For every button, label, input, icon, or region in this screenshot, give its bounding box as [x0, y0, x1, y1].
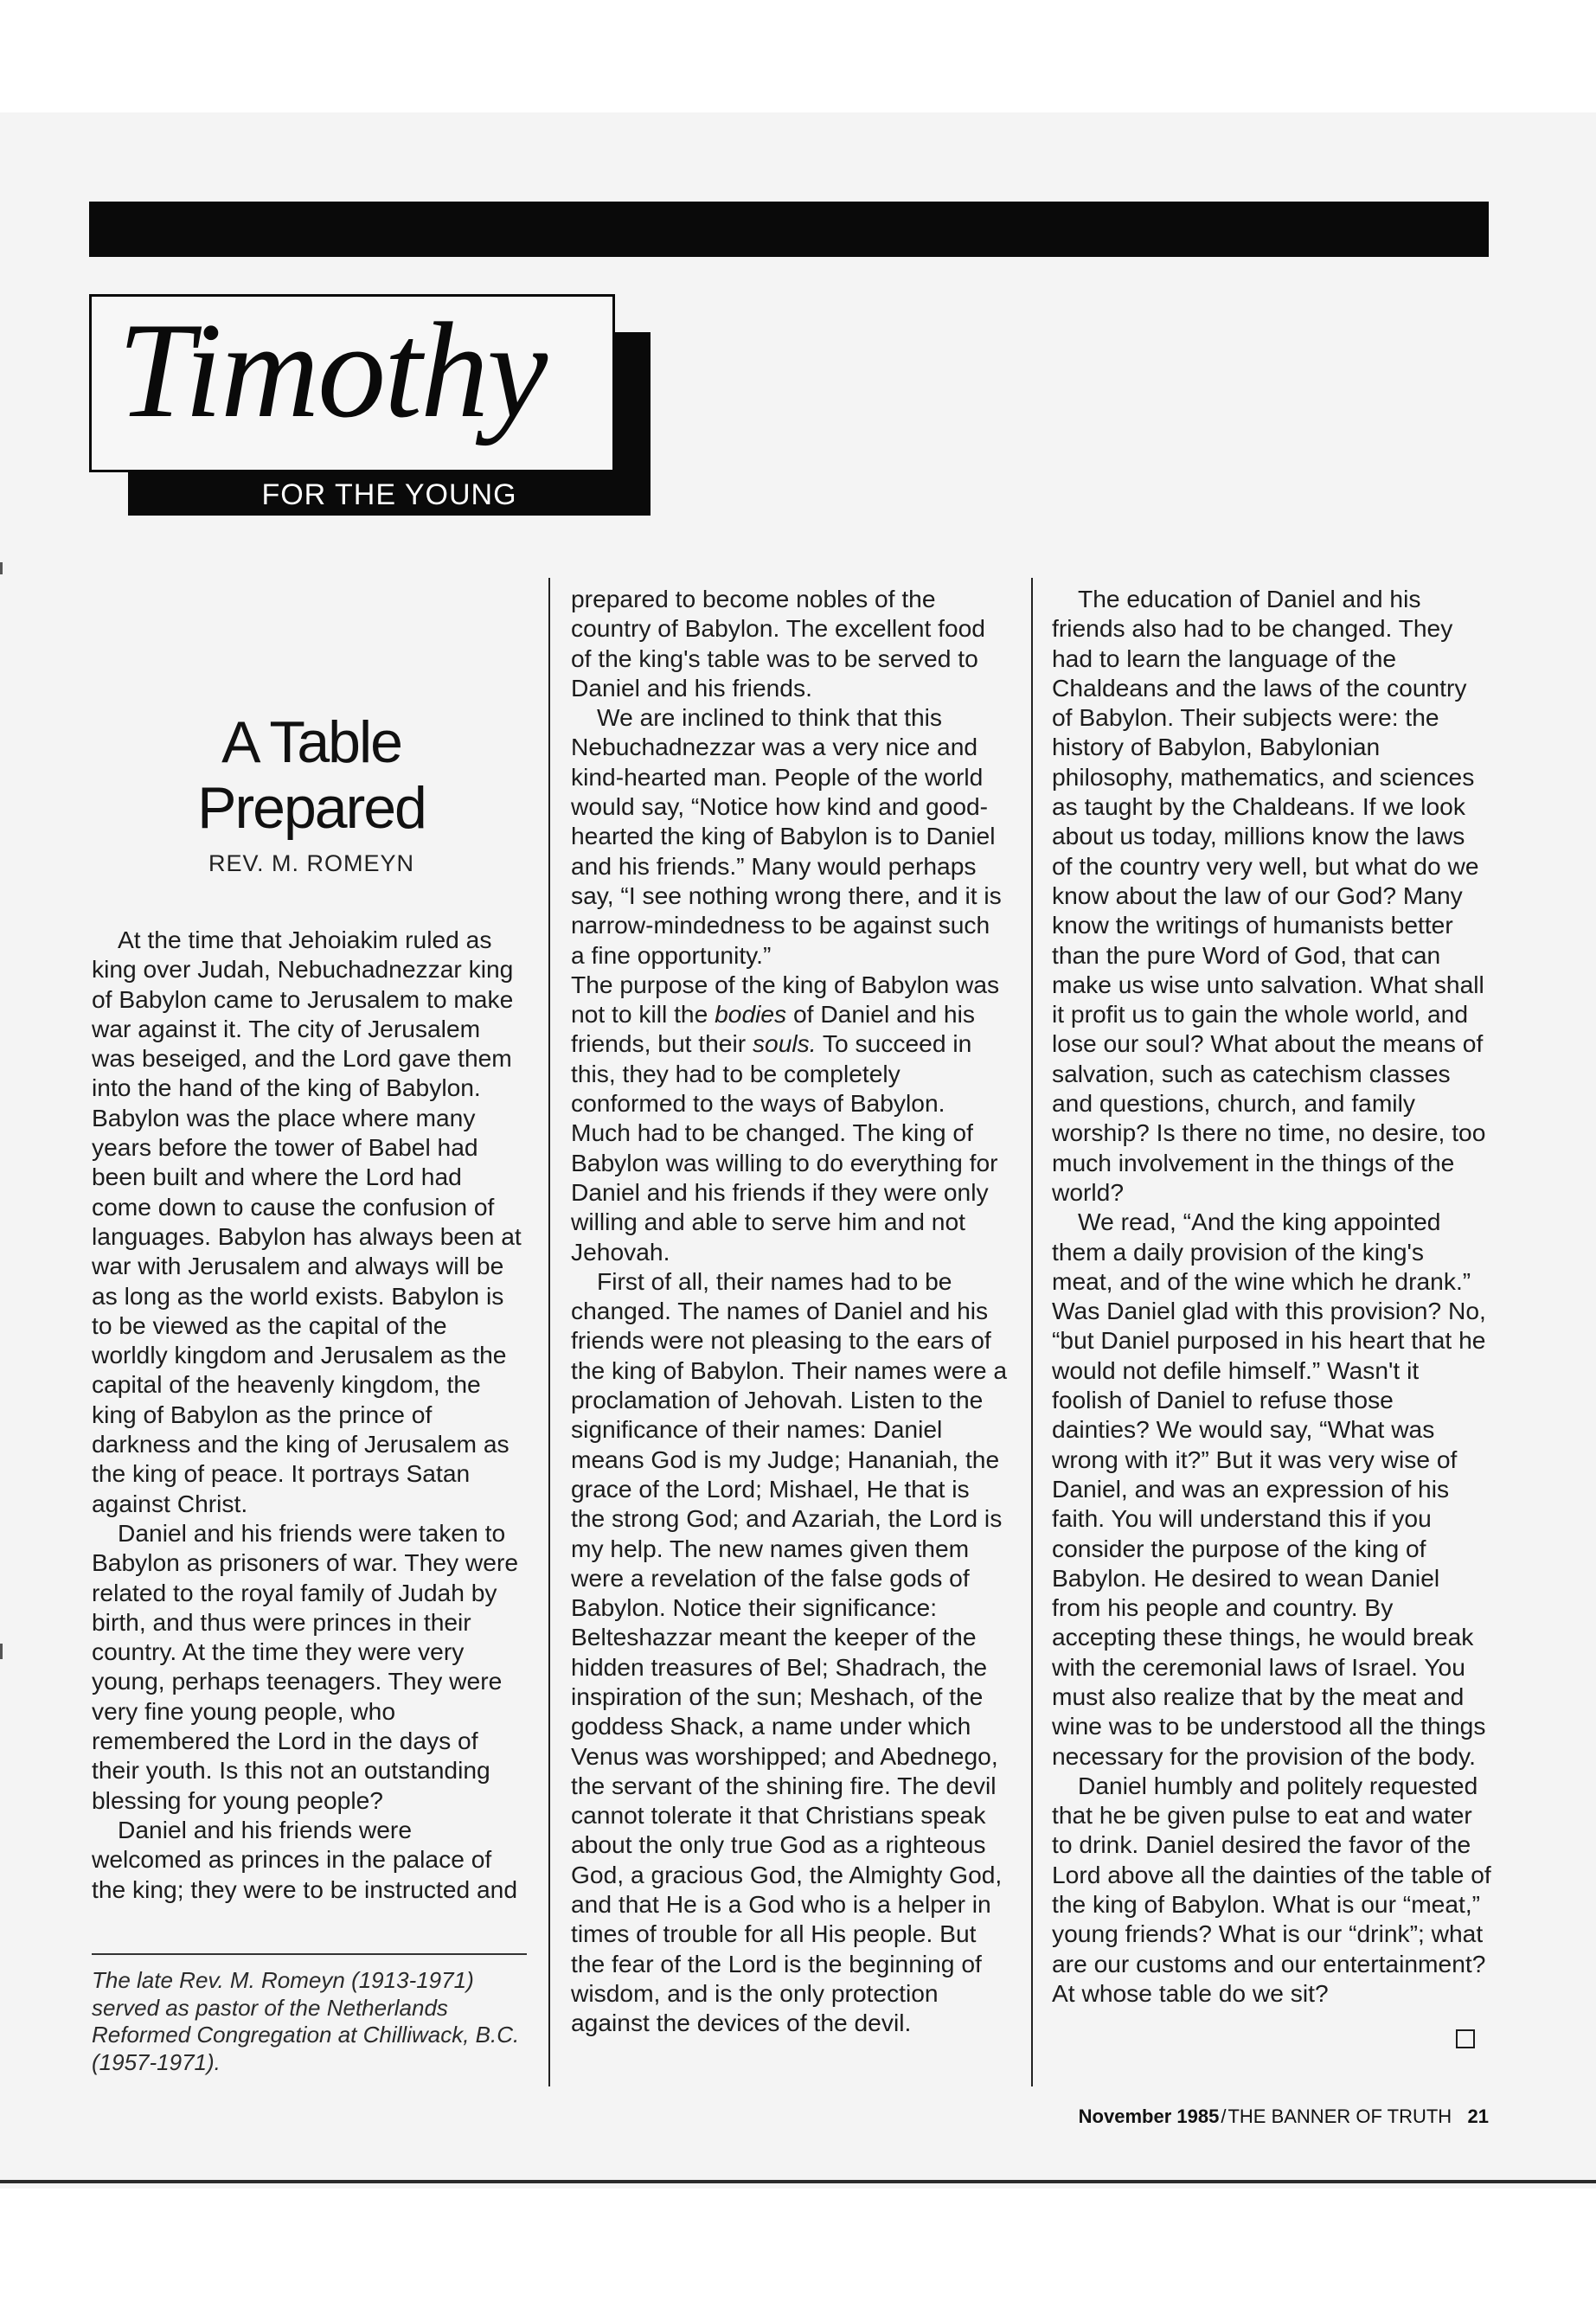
top-black-rule: [89, 202, 1489, 257]
article-title-line-1: A Table: [221, 709, 401, 775]
scan-edge-line: [0, 2180, 1596, 2183]
paragraph: Daniel humbly and politely requested that he be given pulse to eat and water to drink. Daniel desired the favor of the Lord above all the dainties of the table of the king of Babylon. What is our “meat,” young friends? What is our “drink”; what are our customs and our entertainment? At whose table do we sit?: [1052, 1771, 1491, 2007]
article-title: [130, 709, 493, 841]
paragraph: Daniel and his friends were taken to Babylon as prisoners of war. They were related to the royal family of Judah by birth, and thus were princes in their country. At the time they were very young, perhaps teenagers. They were very fine young people, who remembered the Lord in the days of their youth. Is this not an outstanding blessing for young people?: [92, 1518, 519, 1814]
footer-date: November 1985: [1078, 2106, 1220, 2127]
column-rule: [1031, 578, 1033, 2086]
article-title-line-2: Prepared: [197, 775, 426, 841]
paragraph: [571, 970, 1008, 1266]
text-column-1: [92, 925, 527, 1904]
paragraph: Daniel and his friends were welcomed as princes in the palace of the king; they were to be instructed and: [92, 1815, 518, 1903]
text-run: To succeed in this, they had to be completely conformed to the ways of Babylon. Much had to be changed. The king of Babylon was willing to do everything for Daniel and his friends if they were only willing and able to serve him and not Jehovah.: [571, 1029, 998, 1266]
footer-publication: THE BANNER OF TRUTH: [1227, 2106, 1452, 2127]
paragraph: At the time that Jehoiakim ruled as king over Judah, Nebuchadnezzar king of Babylon came to Jerusalem to make war against it. The city of Jerusalem was beseiged, and the Lord gave them into the hand of the king of Babylon. Babylon was the place where many years before the tower of Babel had been built and where the Lord had come down to cause the confusion of languages. Babylon has always been at war with Jerusalem and always will be as long as the world exists. Babylon is to be viewed as the capital of the worldly kingdom and Jerusalem as the capital of the heavenly kingdom, the king of Babylon as the prince of darkness and the king of Jerusalem as the king of peace. It portrays Satan against Christ.: [92, 926, 522, 1517]
text-column-3: [1052, 584, 1491, 2008]
emphasis: bodies: [715, 1000, 787, 1029]
page-number: 21: [1467, 2106, 1489, 2127]
masthead-band: [128, 474, 651, 516]
text-run: of Daniel and his friends, but their: [571, 1000, 975, 1058]
article-author: REV. M. ROMEYN: [208, 850, 415, 876]
masthead-title: Timothy: [118, 295, 547, 446]
paragraph: First of all, their names had to be changed. The names of Daniel and his friends were not pleasing to the ears of the king of Babylon. Their names were a proclamation of Jehovah. Listen to the significance of their names: Daniel means God is my Judge; Hananiah, the grace of the Lord; Mishael, He that is the strong God; and Azariah, the Lord is my help. The new names given them were a revelation of the false gods of Babylon. Notice their significance: Belteshazzar meant the keeper of the hidden treasures of Bel; Shadrach, the inspiration of the sun; Meshach, of the goddess Shack, a name under which Venus was worshipped; and Abednego, the servant of the shining fire. The devil cannot tolerate it that Christians speak about the only true God as a righteous God, a gracious God, the Almighty God, and that He is a God who is a helper in times of trouble for all His people. But the fear of the Lord is the beginning of wisdom, and is the only protection against the devices of the devil.: [571, 1266, 1008, 2037]
page-footer: [1038, 2104, 1489, 2130]
author-bio: The late Rev. M. Romeyn (1913-1971) served as pastor of the Netherlands Reformed Congregation at Chilliwack, B.C. (1957-1971).: [92, 1967, 520, 2075]
masthead-box: [89, 294, 615, 472]
scan-mark: [0, 562, 3, 574]
paragraph: We read, “And the king appointed them a daily provision of the king's meat, and of the wine which he drank.” Was Daniel glad with this provision? No, “but Daniel purposed in his heart that he would not defile himself.” Wasn't it foolish of Daniel to refuse those dainties? We would say, “What was wrong with it?” But it was very wise of Daniel, and was an expression of his faith. You will understand this if you consider the purpose of the king of Babylon. He desired to wean Daniel from his people and country. By accepting these things, he would break with the ceremonial laws of Israel. You must also realize that by the meat and wine was to be understood all the things necessary for the provision of the body.: [1052, 1208, 1486, 1770]
text-column-2: [571, 584, 1008, 2038]
column-rule: [548, 578, 550, 2086]
scan-mark: [0, 1644, 3, 1659]
footer-separator: /: [1221, 2106, 1227, 2127]
paragraph: prepared to become nobles of the country of Babylon. The excellent food of the king's table was to be served to Daniel and his friends.: [571, 585, 985, 702]
text-run: The purpose of the king of Babylon was not to kill the: [571, 970, 1000, 1029]
paragraph: The education of Daniel and his friends also had to be changed. They had to learn the language of the Chaldeans and the laws of the country of Babylon. Their subjects were: the history of Babylon, Babylonian philosophy, mathematics, and sciences as taught by the Chaldeans. If we look about us today, millions know the laws of the country very well, but what do we know about the law of our God? Many know the writings of humanists better than the pure Word of God, that can make us wise unto salvation. What shall it profit us to gain the whole world, and lose our soul? What about the means of salvation, such as catechism classes and questions, church, and family worship? Is there no time, no desire, too much involvement in the things of the world?: [1052, 585, 1486, 1206]
end-of-article-box-icon: [1456, 2029, 1475, 2048]
masthead-subtitle: FOR THE YOUNG: [261, 478, 517, 511]
paragraph: We are inclined to think that this Nebuchadnezzar was a very nice and kind-hearted man. People of the world would say, “Notice how kind and good-hearted the king of Babylon is to Daniel and his friends.” Many would perhaps say, “I see nothing wrong there, and it is narrow-mindedness to be against such a fine opportunity.”: [571, 703, 1002, 969]
bio-divider: [92, 1953, 527, 1955]
emphasis: souls.: [752, 1029, 817, 1058]
